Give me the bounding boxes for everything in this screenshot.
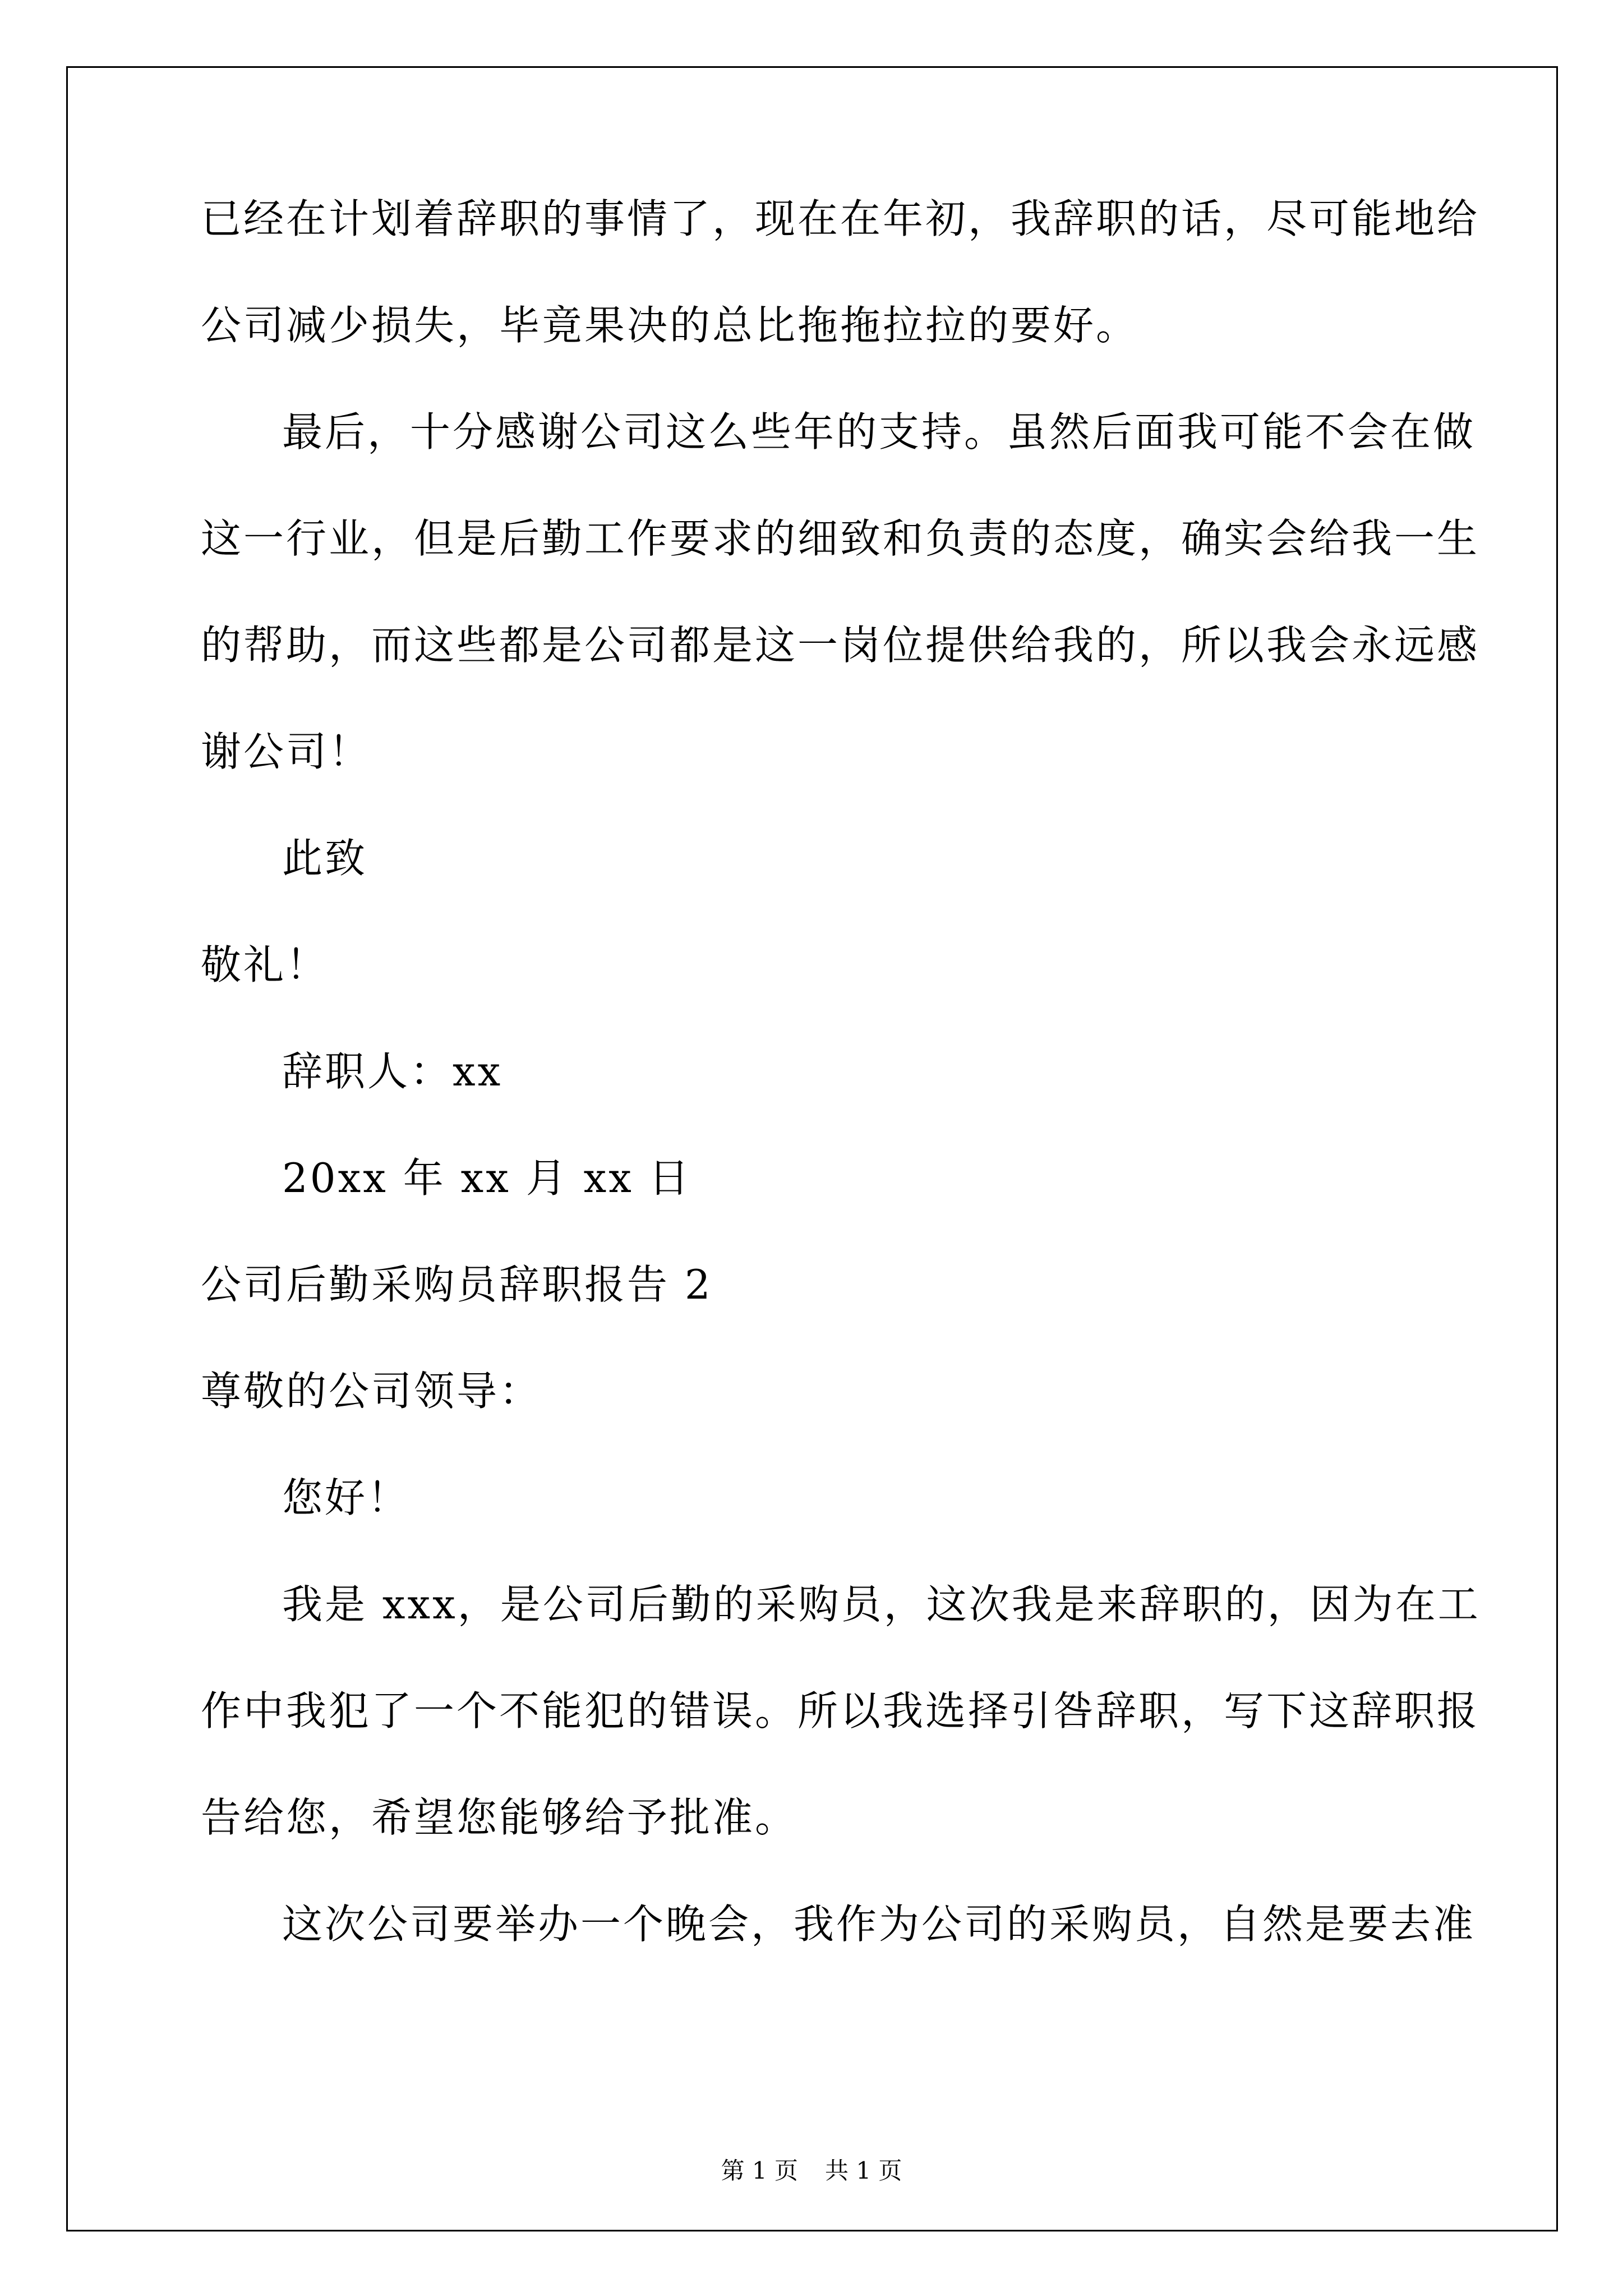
body-line-3: 最后，十分感谢公司这么些年的支持。虽然后面我可能不会在做 — [282, 408, 1476, 455]
body-line-4: 这一行业，但是后勤工作要求的细致和负责的态度，确实会给我一生 — [201, 515, 1480, 562]
body-line-1: 已经在计划着辞职的事情了，现在在年初，我辞职的话，尽可能地给 — [201, 195, 1480, 242]
body-line-15: 作中我犯了一个不能犯的错误。所以我选择引咎辞职，写下这辞职报 — [201, 1687, 1480, 1734]
letter-salutation: 尊敬的公司领导： — [201, 1368, 542, 1415]
page-footer — [0, 2154, 1623, 2188]
closing-salutation: 此致 — [282, 835, 368, 882]
section-title: 公司后勤采购员辞职报告 2 — [201, 1261, 713, 1308]
page-number-total: 共 1 页 — [825, 2157, 902, 2184]
body-line-2: 公司减少损失，毕竟果决的总比拖拖拉拉的要好。 — [201, 302, 1139, 349]
signature-date: 20xx 年 xx 月 xx 日 — [282, 1154, 691, 1202]
body-line-6: 谢公司！ — [201, 728, 372, 775]
letter-greeting: 您好！ — [282, 1474, 411, 1521]
body-line-5: 的帮助，而这些都是公司都是这一岗位提供给我的，所以我会永远感 — [201, 622, 1480, 669]
body-line-17: 这次公司要举办一个晚会，我作为公司的采购员，自然是要去准 — [282, 1901, 1476, 1948]
signature-name: 辞职人：xx — [282, 1048, 503, 1095]
body-line-16: 告给您，希望您能够给予批准。 — [201, 1794, 798, 1841]
closing-regards: 敬礼！ — [201, 941, 329, 988]
body-line-14: 我是 xxx，是公司后勤的采购员，这次我是来辞职的，因为在工 — [282, 1581, 1481, 1628]
page-number-current: 第 1 页 — [721, 2157, 798, 2184]
